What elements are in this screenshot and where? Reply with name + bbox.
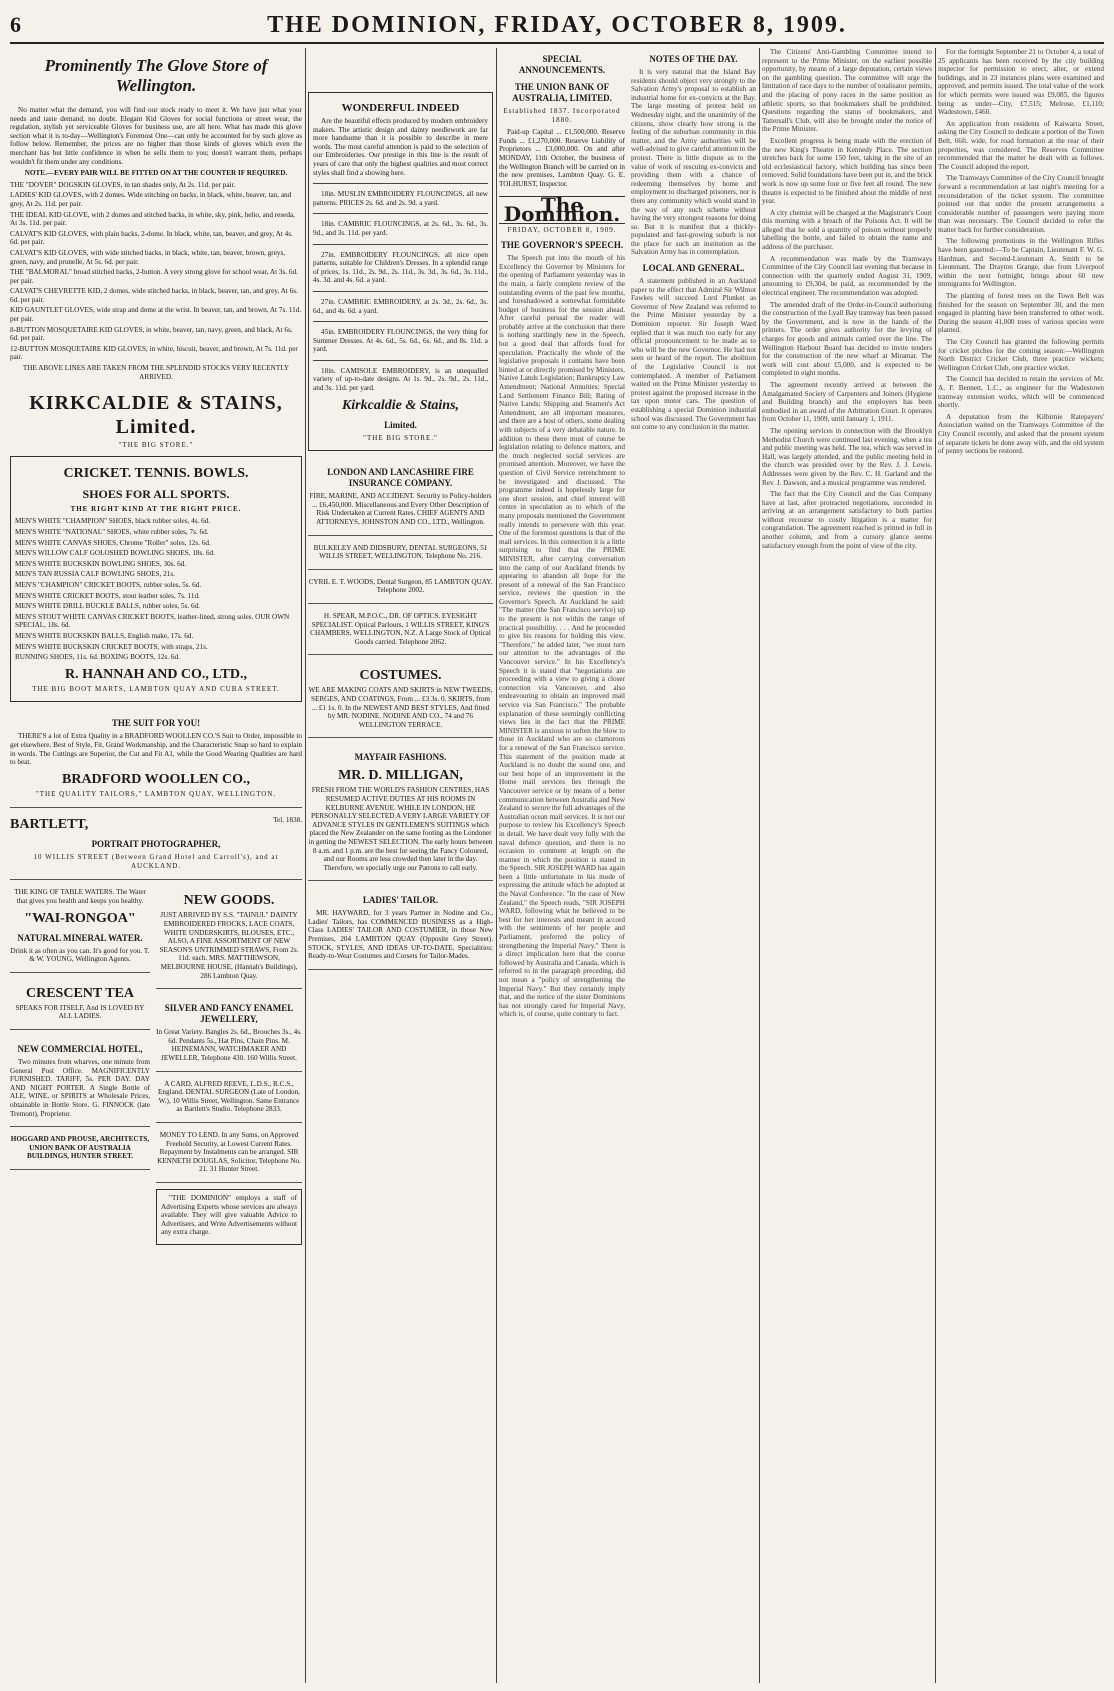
shoe-item: MEN'S WHITE BUCKSKIN BALLS, English make, 17s. 6d.	[15, 631, 194, 640]
glove-item: CALVAT'S KID GLOVES, with plain backs, 2-dome. In black, white, tan, beaver, and grey, At 4s. 6d. per pair.	[10, 229, 293, 247]
bank-text: Paid-up Capital ... £1,500,000. Reserve Funds ... £1,270,000. Reserve Liability of Proprietors ... £3,000,000. On and after MONDAY, 11th October, the business of the Wellington Branch will be carried on in the new premises, Lambton Quay. G. E. TOLHURST, Inspector.	[499, 128, 625, 188]
spear-text: H. SPEAR, M.P.O.C., DR. OF OPTICS. EYESIGHT SPECIALIST. Optical Parlours, 1 WILLIS STREET, KING'S CHAMBERS, WELLINGTON, N.Z. A Large Stock of Optical Goods carried. Telephone 2062.	[310, 612, 491, 646]
bulkeley-ad	[308, 540, 493, 570]
governors-speech-heading: THE GOVERNOR'S SPEECH.	[500, 240, 624, 251]
silver-jewellery-ad	[156, 993, 302, 1071]
hotel-text: Two minutes from wharves, one minute from General Post Office. MAGNIFICENTLY FURNISHED. TARIFF, 5s. PER DAY. DAY AND NIGHT PORTER. A Single Bottle of ALE, WINE, or SPIRITS at Wholesale Prices, obtainable in Bottle Store. G. FINNOCK (late Tremont), Proprietor.	[10, 1058, 150, 1118]
insurance-text: FIRE, MARINE, AND ACCIDENT. Security to Policy-holders ... £6,450,000. Miscellaneous and Every Other Description of Risk Undertaken at Current Rates. CHIEF AGENTS AND ATTORNEYS, JOHNSTON AND CO., LTD., Wellington.	[309, 492, 492, 527]
shoes-subheading: THE RIGHT KIND AT THE RIGHT PRICE.	[70, 504, 242, 513]
glove-item: 12-BUTTON MOSQUETAIRE KID GLOVES, in white, biscuit, beaver, and brown, At 7s. 11d. per pair.	[10, 344, 298, 362]
news-paragraph: The agreement recently arrived at between the Amalgamated Society of Carpenters and Joiners (Hygiene and Building branch) and the employers has been embodied in an award of the Arbitration Court. It operates from October 11, 1909, until January 1, 1911.	[762, 380, 932, 424]
column-glove-store	[10, 48, 302, 1683]
glove-list	[10, 181, 302, 362]
shoe-item: MEN'S "CHAMPION" CRICKET BOOTS, rubber soles, 5s. 6d.	[15, 580, 202, 589]
column-embroideries	[308, 48, 493, 1683]
woods-text: CYRIL E. T. WOODS, Dental Surgeon, 85 LAMBTON QUAY. Telephone 2002.	[308, 577, 493, 595]
ads-row	[10, 884, 302, 1250]
wonderful-heading: WONDERFUL INDEED	[341, 102, 460, 114]
editorial-date: FRIDAY, OCTOBER 8, 1909.	[507, 225, 617, 234]
hoggard-ad	[10, 1131, 150, 1170]
column-editorial	[499, 48, 756, 1683]
glove-item: LADIES' KID GLOVES, with 2 domes. Wide stitching on backs, in black, white, beaver, tan, and grey, At 2s. 11d. per pair.	[10, 191, 292, 208]
news-paragraph: Excellent progress is being made with the erection of the new King's Theatre in Kennedy Place. The section stretches back for some 150 feet, taking in the site of an old ecclesiastical factory, which building has since been removed. Solid foundations have been put in, and the brick work is now up some four or five feet all round. The new theatre is expected to be finished about the middle of next year.	[762, 136, 932, 206]
news-paragraph: A recommendation was made by the Tramways Committee of the City Council last evening that because in connection with the quarterly ended August 31, 1909, amounting to £9,304, be paid, as recommended by the electrical engineer. The recommendation was adopted.	[762, 254, 932, 298]
news-paragraph: The following promotions in the Wellington Rifles have been gazetted:—To be Captain, Lieutenant F. W. G. Hardman, and Second-Lieutenant A. Smith to be Lieutenant. The Drayton Grange, due from Liverpool within the next fortnight, brings about 60 new immigrants for Wellington.	[938, 237, 1104, 289]
silver-heading: SILVER AND FANCY ENAMEL JEWELLERY,	[164, 1003, 294, 1025]
insurance-heading: LONDON AND LANCASHIRE FIRE INSURANCE COMPANY.	[327, 467, 474, 489]
sports-shoes-ad	[10, 456, 302, 703]
local-general-heading: LOCAL AND GENERAL.	[642, 263, 745, 274]
shoe-item: MEN'S WHITE "NATIONAL" SHOES, white rubber soles, 7s. 6d.	[15, 528, 209, 536]
wai-rongoa-text: Drink it as often as you can. It's good for you. T. & W. YOUNG, Wellington Agents.	[10, 946, 150, 964]
news-paragraph: A deputation from the Kilbirnie Ratepayers' Association waited on the Tramways Committee of the City Council recently, and asked that the present system of separate tickets be done away with, and the old system of penny sections be restored.	[938, 412, 1104, 456]
costumes-text: WE ARE MAKING COATS AND SKIRTS in NEW TWEEDS, SERGES, AND COATINGS, From ... £3 3s. 0. SKIRTS, from ... £1 1s. 0. In the NEWEST AND BEST STYLES, And fitted by MR. NODINE. NODINE AND CO., 74 and 76 WELLINGTON TERRACE.	[308, 686, 493, 729]
dominion-advertising-note	[156, 1189, 302, 1245]
glove-item: THE "BALMORAL" broad stitched backs, 2-button. A very strong glove for school wear, At 3s. 6d. per pair.	[10, 268, 298, 285]
spear-ad	[308, 608, 493, 655]
shoe-item: MEN'S WILLOW CALF GOLOSHED BOWLING SHOES, 18s. 6d.	[15, 549, 215, 558]
column-rule	[759, 48, 760, 1683]
right-ad-stack	[156, 884, 302, 1250]
bank-established: Established 1837. Incorporated 1880.	[503, 107, 621, 124]
embroidery-item: 27in. EMBROIDERY FLOUNCINGS, all nice open patterns, suitable for Children's Dresses. In a splendid range of prices, 1s. 11d., 2s. 9d., 2s. 11d., 3s. 3d., 3s. 6d., 3s. 11d., 4s. 3d. and 4s. 6d. a yard.	[313, 250, 488, 285]
news-paragraph: The fact that the City Council and the Gas Company have at last, after protracted negotiations, succeeded in arriving at an arrangement satisfactory to both parties without recourse to costly litigation is a matter for congratulation. The agreement reached is printed in full in another column, and from a cursory glance seems satisfactory enough from the point of view of the city.	[762, 490, 932, 550]
shoes-heading: SHOES FOR ALL SPORTS.	[82, 486, 230, 501]
shoe-item: RUNNING SHOES, 11s. 6d. BOXING BOOTS, 12s. 6d.	[15, 653, 180, 662]
glove-store-heading: Prominently The Glove Store of Wellington.	[44, 56, 268, 95]
bradford-subheading: "THE QUALITY TAILORS," LAMBTON QUAY, WELLINGTON.	[35, 789, 277, 798]
page-number: 6	[10, 12, 21, 37]
shoe-item: MEN'S WHITE BUCKSKIN CRICKET BOOTS, with straps, 21s.	[15, 642, 208, 651]
news-paragraph: The Citizens' Anti-Gambling Committee intend to represent to the Prime Minister, on the earliest possible opportunity, by means of a large deputation, certain views on the gambling question. The committee will urge the limitation of race days to the number of totalisator permits, and the placing of pony races in the same position as athletic sports, so that bookmakers shall be prohibited. Questions regarding the status of bookmakers, and Tattersall's Club, will also be brought under the notice of the Prime Minister.	[762, 48, 932, 134]
insurance-ad	[308, 457, 493, 535]
bradford-heading: BRADFORD WOOLLEN CO.,	[62, 771, 250, 787]
shoe-item: MEN'S TAN RUSSIA CALF BOWLING SHOES, 21s.	[15, 570, 175, 579]
special-announcements-heading: SPECIAL ANNOUNCEMENTS.	[518, 54, 606, 75]
divider	[313, 360, 488, 361]
shoe-item: MEN'S WHITE CRICKET BOOTS, stout leather soles, 7s. 11d.	[15, 591, 200, 600]
new-goods-ad	[156, 884, 302, 989]
milligan-heading: MR. D. MILLIGAN,	[338, 768, 463, 784]
news-paragraph: For the fortnight September 21 to October 4, a total of 25 applicants has been received by the city building inspector for permission to erect, alter, or extend buildings, and in 23 instances plans were examined and approved, and permits issued. The total value of the work for which permits were issued was £9,085, the figures being as under—City, £7,515; Melrose, £1,110; Wadestown, £460.	[938, 48, 1104, 117]
divider	[313, 321, 488, 322]
glove-store-intro: No matter what the demand, you will find our stock ready to meet it. We have just what your needs and taste demand, no doubt. Elegant Kid Gloves for social functions or street wear, the regulation, stylish yet serviceable Gloves for business use, are all here. What has made this glove section what it is to-day—Wellington's Foremost One—can only be accounted for by such glove as follow below. Remember, the prices are no higher than those kinds of gloves which even the merchant has but little confidence in when he sells them to you; doesn't warrant them, perhaps wouldn't fit them under any conditions.	[10, 106, 302, 166]
glove-footer: THE ABOVE LINES ARE TAKEN FROM THE SPLENDID STOCKS VERY RECENTLY ARRIVED.	[22, 364, 290, 381]
notes-heading: NOTES OF THE DAY.	[649, 54, 738, 64]
glove-item: CALVAT'S KID GLOVES, with wide stitched backs, in black, white, tan, beaver, brown, greys, green, navy, and prunelle, At 5s. 6d. per pair.	[10, 248, 286, 266]
wai-rongoa-lead: THE KING OF TABLE WATERS. The Water that gives you health and keeps you healthy.	[14, 888, 146, 906]
reeve-text: A CARD. ALFRED REEVE, L.D.S., R.C.S., England. DENTAL SURGEON (Late of London, W.), 10 Willis Street, Wellington. Same Entrance as Bartlett's Studio. Telephone 2833.	[158, 1079, 300, 1114]
wonderful-text: Are the beautiful effects produced by modern embroidery makers. The artistic design and dainty needlework are far more handsome than it is possible to describe in mere words. The most careful attention is paid to the selection of our Embroideries. Our prestige in this line is the result of years of care that only the highest qualities and most correct styles shall find a showing here.	[313, 117, 488, 177]
bradford-ad	[10, 708, 302, 808]
ladies-tailor-text: MR. HAYWARD, for 3 years Partner in Nodine and Co., Ladies' Tailors, has COMMENCED BUSINESS as a High-Class LADIES' TAILOR AND COSTUMIER, in those New Premises, 204 LAMBTON QUAY (Opposite Grey Street). STOCK, STYLES, AND IDEAS UP-TO-DATE. Specialities: Ready-to-Wear Costumes and Corsets for Tailor-Mades.	[308, 909, 493, 961]
shoe-item: MEN'S STOUT WHITE CANVAS CRICKET BOOTS, leather-lined, strong soles. OUR OWN SPECIAL, 18s. 6d.	[15, 612, 290, 630]
embroidery-item: 27in. CAMBRIC EMBROIDERY, at 2s. 3d., 2s. 6d., 3s. 6d., and 4s. 6d. a yard.	[313, 297, 488, 315]
wai-rongoa-sub: NATURAL MINERAL WATER.	[17, 932, 143, 943]
reeve-ad	[156, 1076, 302, 1123]
local-general-text: A statement published in an Auckland paper to the effect that Admiral Sir Wilmot Fawkes will succeed Lord Plunket as Governor of New Zealand was referred to the Prime Minister yesterday by a Dominion reporter. Sir Joseph Ward replied that it was much too early for any official pronouncement to be made as to who will be the new Governor. He had not seen or heard of the report. The abolition of the Legislative Council is not contemplated. A member of Parliament waited on the Prime Minister yesterday to protest against the proposed increase in the tax upon motor cars. The question of establishing a special Dominion industrial school was discussed. The Government has not come to any conclusion in the matter.	[631, 277, 756, 432]
divider	[313, 244, 488, 245]
editorial-top-row	[499, 48, 756, 1022]
divider	[313, 291, 488, 292]
glove-item: KID GAUNTLET GLOVES, wide strap and dome at the wrist. In beaver, tan, and brown, At 7s. 11d. per pair.	[10, 306, 302, 324]
glove-note: NOTE.—EVERY PAIR WILL BE FITTED ON AT THE COUNTER IF REQUIRED.	[24, 169, 288, 178]
bartlett-telephone: Tel. 1838.	[273, 816, 302, 825]
costumes-ad	[308, 659, 493, 738]
silver-text: In Great Variety. Bangles 2s. 6d., Brooches 3s., 4s. 6d. Pendants 5s., Hat Pins, Chain Pins. M. HEINEMANN, WATCHMAKER AND JEWELLER, Telephone 430. 160 Willis Street.	[156, 1028, 302, 1062]
newspaper-masthead-title: THE DOMINION, FRIDAY, OCTOBER 8, 1909.	[267, 11, 847, 38]
woods-ad	[308, 574, 493, 604]
governors-speech-text: The Speech put into the mouth of his Excellency the Governor by Ministers for the opening of Parliament yesterday was in the main, a fairly complete review of the outstanding events of the past few months, and foreshadowed a somewhat formidable budget of business for the session ahead. After careful perusal the reader will probably arrive at the conclusion that there is nothing startlingly new in the Speech, but a good deal that affords food for speculation. Practically the whole of the legislative proposals it contains have been hinted at or directly promised by Ministers. Native Lands Legislation; Bankruptcy Law Amendment; National Annuities; Special Land Settlement Finance Bill; Rating of Native Lands; Shipping and Seamen's Act Amendment, are all important measures, and there are a host of others, some dealing with subjects of a very debatable nature. In addition to these there must of course be legislation relating to defence matters, and the much neglected social services are promised attention. Moreover, we have the question of Civil Service retrenchment to be investigated and discussed. The programme indeed is hopelessly large for one short session, and chief interest will centre in speculation as to which of the many proposals mentioned the Government really intends to persevere with this year. One of the foremost questions is that of the mail services. In this connection it is a little surprising to find that the PRIME MINISTER, after carrying conversation into the camp of our Auckland friends by appearing to abandon all hope for the present of a renewal of the San Francisco service, reviews the question in the Governor's Speech. At Auckland he said: "The matter (the San Francisco service) up to the present is not within the range of practical possibility. . . . And he proceeded to give his reasons for holding this view. "Therefore," he added later, "we must turn our attention to the advantages of the Vancouver service." In his Excellency's Speech it is stated that "negotiations are proceeding with a view to giving a closer connection via Vancouver, and also endeavouring to obtain an improved mail service via San Francisco." The probable explanation of these seemingly conflicting views lies in the fact that the PRIME MINISTER is anxious to soften the blow to those in Auckland who are so clamorous for a renewal of the San Francisco service. This statement of the position made at Auckland is no doubt the sound one, and our best hope of an improvement in the Home mail services lies through the Vancouver service or by means of a better communication between Australia and New Zealand to secure the full advantages of the Australian ocean mail services. It is not our purpose to review his Excellency's Speech in detail. We have dealt very fully with the naval defence question, and there is no occasion to comment at length on the manner in which the position is stated in the Speech. SIR JOSEPH WARD has again been a little unfortunate in his mode of expressing the attitude which he adopted at the Naval Conference. "In the case of New Zealand," the Speech reads, "SIR JOSEPH WARD, following what he believed to be best for her interests and meant in accord with the sentiments of her people and Parliament, preferred the policy of strengthening the Imperial Navy." There is a direct implication here that the course followed by Australia and Canada, which is referred to in the paragraph preceding, did not mean a "policy of strengthening the Imperial Navy." But they certainly imply that, and the notice of the sister Dominions has not strongly cared for Imperial Navy, which is, of course, quite contrary to fact.	[499, 254, 625, 1019]
news-paragraph: The opening services in connection with the Brooklyn Methodist Church were continued last evening, when a tea and public meeting was held. The tea, which was served in Hall, was largely attended, and the public meeting held in the church was presided over by the Rev. J. J. Lewis. Addresses were given by the Rev. C. H. Garland and the Rev. J. Dawson, and a musical programme was rendered.	[762, 426, 932, 487]
wai-rongoa-ad	[10, 884, 150, 972]
big-store-tagline: "THE BIG STORE."	[363, 433, 438, 442]
news-paragraph: The Tramways Committee of the City Council brought forward a recommendation at last night's meeting for a reconsideration of the ticket system. The committee pointed out that under the present arrangements a considerable number of passengers were paying more than was necessary. The Council decided to refer the matter back for further consideration.	[938, 174, 1104, 234]
dominion-advertising-text: "THE DOMINION" employs a staff of Advertising Experts whose services are always available. They will give valuable Advice to Advertisers, and Write Advertisements without any extra charge.	[161, 1193, 297, 1237]
shoe-item: MEN'S WHITE DRILL BUCKLE BALLS, rubber soles, 5s. 6d.	[15, 602, 200, 611]
big-store-tagline: "THE BIG STORE."	[118, 441, 194, 450]
milligan-text: FRESH FROM THE WORLD'S FASHION CENTRES, HAS RESUMED ACTIVE DUTIES AT HIS ROOMS IN KELBURNE AVENUE. WHILE IN LONDON, HE PERSONALLY SELECTED A VERY LARGE VARIETY OF ADVANCE STYLES IN GENTLEMEN'S SUITINGS which placed the New Zealander on the same footing as the Londoner in getting the NEWEST SELECTION. The early hours between 8 a.m. and 1 p.m. are the best for seeing the Fancy Coloured, and our Rooms are less crowded then later in the day. Therefore, we specially urge our Patrons to call early.	[308, 786, 493, 872]
ladies-tailor-heading: LADIES' TAILOR.	[362, 895, 439, 906]
bartlett-ad	[10, 812, 302, 880]
shoe-item: MEN'S WHITE "CHAMPION" SHOES, black rubber soles, 4s. 6d.	[15, 517, 211, 526]
dominion-logo: The Dominion.	[499, 196, 625, 223]
column-rule	[496, 48, 497, 1683]
embroidery-item: 45in. EMBROIDERY FLOUNCINGS, the very thing for Summer Dresses. At 4s. 6d., 5s. 6d., 6s. 6d., and 8s. 11d. a yard.	[313, 328, 488, 354]
new-goods-heading: NEW GOODS.	[183, 893, 275, 909]
embroidery-item: 18in. CAMBRIC FLOUNCINGS, at 2s. 6d., 3s. 6d., 3s. 9d., and 3s. 11d. per yard.	[313, 220, 488, 237]
mayfair-heading: MAYFAIR FASHIONS.	[354, 752, 447, 763]
column-news-5	[938, 48, 1104, 1683]
embroidery-item: 18in. CAMISOLE EMBROIDERY, is an unequalled variety of up-to-date designs. At 1s. 9d., 2s. 9d., 2s. 11d., and 3s. 11d. per yard.	[313, 366, 488, 393]
kirkcaldie-heading: Kirkcaldie & Stains,	[341, 397, 460, 413]
hoggard-text: HOGGARD AND PROUSE, ARCHITECTS, UNION BANK OF AUSTRALIA BUILDINGS, HUNTER STREET.	[10, 1135, 150, 1161]
kirkcaldie-limited: Limited.	[384, 419, 417, 430]
costumes-heading: COSTUMES.	[359, 668, 442, 684]
suit-heading: THE SUIT FOR YOU!	[111, 718, 201, 729]
bartlett-subheading: PORTRAIT PHOTOGRAPHER,	[91, 839, 221, 850]
notes-text: It is very natural that the Island Bay residents should object very strongly to the Salvation Army's proposal to establish an industrial home for ex-convicts at the Bay. The large meeting of protest held on Wednesday night, and the unanimity of the citizens, show clearly how strong is the feeling of the suburban community in this matter, and the Army authorities will be well-advised to give careful attention to the protest. There is little dispute as to the value of work of rescuing ex-convicts and providing them with a chance of redeeming themselves by home and employment to discharged prisoners, nor is there any community which would stand in the way of any such scheme without having the very strongest reasons for doing so. But it is manifest that a thickly-populated and fast-growing suburb is not the place for such an institution as the Salvation Army has in contemplation.	[631, 68, 756, 257]
shoe-item: MEN'S WHITE BUCKSKIN BOWLING SHOES, 30s. 6d.	[15, 559, 187, 568]
notes-of-the-day	[631, 48, 756, 1022]
kirkcaldie-heading: KIRKCALDIE & STAINS, Limited.	[29, 392, 283, 439]
suit-text: THERE'S a lot of Extra Quality in a BRADFORD WOOLLEN CO.'S Suit to Order, impossible to get elsewhere. Best of Style, Fit, Grand Workmanship, and the Characteristic Snap so hard to explain in words. The Cuttings are Superior, the Cut and Fit A1, while the Good Wearing Qualities are hard to beat.	[10, 732, 302, 767]
hotel-heading: NEW COMMERCIAL HOTEL,	[17, 1044, 143, 1055]
crescent-tea-ad	[10, 977, 150, 1030]
embroidery-ad	[308, 92, 493, 451]
bartlett-address: 10 WILLIS STREET (Between Grand Hotel and Carroll's), and at AUCKLAND.	[33, 853, 279, 870]
divider	[313, 183, 488, 184]
column-rule	[935, 48, 936, 1683]
news-paragraph: An application from residents of Kaiwarra Street, asking the City Council to dedicate a portion of the Town Belt, 66ft. wide, for road formation at the rear of their properties, was considered. The Reserves Committee recommended that the matter be dealt with as follows. The Council adopted the report.	[938, 119, 1104, 171]
ladies-tailor-ad	[308, 885, 493, 970]
glove-item: THE IDEAL KID GLOVE, with 2 domes and stitched backs, in white, sky, pink, helio, and reseda, At 3s. 11d. per pair.	[10, 210, 295, 228]
wai-rongoa-name: "WAI-RONGOA"	[24, 910, 136, 926]
embroidery-item: 18in. MUSLIN EMBROIDERY FLOUNCINGS, all new patterns. PRICES 2s. 6d. and 2s. 9d. a yard.	[313, 190, 488, 207]
masthead	[10, 8, 1104, 44]
column-rule	[305, 48, 306, 1683]
special-announcements	[499, 48, 625, 1022]
news-paragraph: A city chemist will be charged at the Magistrate's Court this morning with a breach of the Poisons Act. It will be alleged that he sold a quantity of poison without properly labelling the bottle, and failed to obtain the name and address of the purchaser.	[762, 208, 932, 252]
bank-heading: THE UNION BANK OF AUSTRALIA, LIMITED.	[512, 82, 612, 103]
crescent-tea-heading: CRESCENT TEA	[25, 985, 135, 1001]
shoe-item: MEN'S WHITE CANVAS SHOES, Chrome "Roller" soles, 12s. 6d.	[15, 538, 211, 547]
hannah-subheading: THE BIG BOOT MARTS, LAMBTON QUAY AND CUBA STREET.	[32, 684, 280, 693]
cricket-heading: CRICKET. TENNIS. BOWLS.	[63, 465, 249, 481]
money-ad	[156, 1127, 302, 1183]
glove-item: THE "DOVER" DOGSKIN GLOVES, in tan shades only, At 2s. 11d. per pair.	[10, 180, 236, 189]
news-paragraph: The City Council has granted the following permits for cricket pitches for the coming season:—Wellington North District Cricket Club, three practice wickets; Wellington Cricket Club, one practice wicket.	[938, 338, 1104, 372]
glove-item: CALVAT'S CHEVRETTE KID, 2 domes, wide stitched backs, in black, beaver, tan, and grey, At 6s. 6d. per pair.	[10, 287, 298, 304]
bulkeley-text: BULKELEY AND DIDSBURY, DENTAL SURGEONS, 51 WILLIS STREET, WELLINGTON. Telephone No. 216.	[313, 543, 488, 561]
hannah-heading: R. HANNAH AND CO., LTD.,	[65, 666, 247, 682]
news-paragraph: The planting of forest trees on the Town Belt was finished for the season on September 30, and the men engaged in planting have been transferred to other work. During the season 41,000 trees of various species were planted.	[938, 292, 1104, 335]
column-news-4	[762, 48, 932, 1683]
hotel-ad	[10, 1034, 150, 1127]
glove-item: 8-BUTTON MOSQUETAIRE KID GLOVES, in white, beaver, tan, navy, green, and black, At 6s. 6d. per pair.	[10, 325, 293, 343]
left-ad-stack	[10, 884, 150, 1250]
new-goods-text: JUST ARRIVED BY S.S. "TAINUI." DAINTY EMBROIDERED FROCKS, LACE COATS, WHITE UNDERSKIRTS, BLOUSES, ETC., ALSO, A FINE ASSORTMENT OF NEW SEASON'S UNTRIMMED STRAWS, From 2s. 11d. each. MRS. MATTHEWSON, MELBOURNE HOUSE, (Hannah's Buildings), 286 Lambton Quay.	[159, 911, 299, 980]
milligan-ad	[308, 742, 493, 881]
crescent-tea-text: SPEAKS FOR ITSELF, And IS LOVED BY ALL LADIES.	[15, 1003, 145, 1021]
news-paragraph: The Council has decided to retain the services of Mr. A. F. Bennett, L.C., as engineer for the Wadestown tramway extension works, which will be commenced shortly.	[938, 375, 1104, 410]
news-paragraph: The amended draft of the Order-in-Council authorising the construction of the Lyall Bay tramway has been passed by the Government, and is now in the hands of the printers. The order gives authority for the levying of charges for goods and animals carried over the line. The Wellington Harbour Board has decided to invite tenders for the construction of the new wharf at Miramar. The work will cost about £5,000, and is expected to be completed in eight months.	[762, 300, 932, 378]
divider	[313, 213, 488, 214]
bartlett-heading: BARTLETT,	[10, 817, 89, 833]
money-text: MONEY TO LEND. In any Sums, on Approved Freehold Security, at Lowest Current Rates. Repayment by Instalments can be arranged. SIR KENNETH DOUGLAS, Solicitor, Telephone No. 21. 31 Hunter Street.	[157, 1130, 301, 1174]
